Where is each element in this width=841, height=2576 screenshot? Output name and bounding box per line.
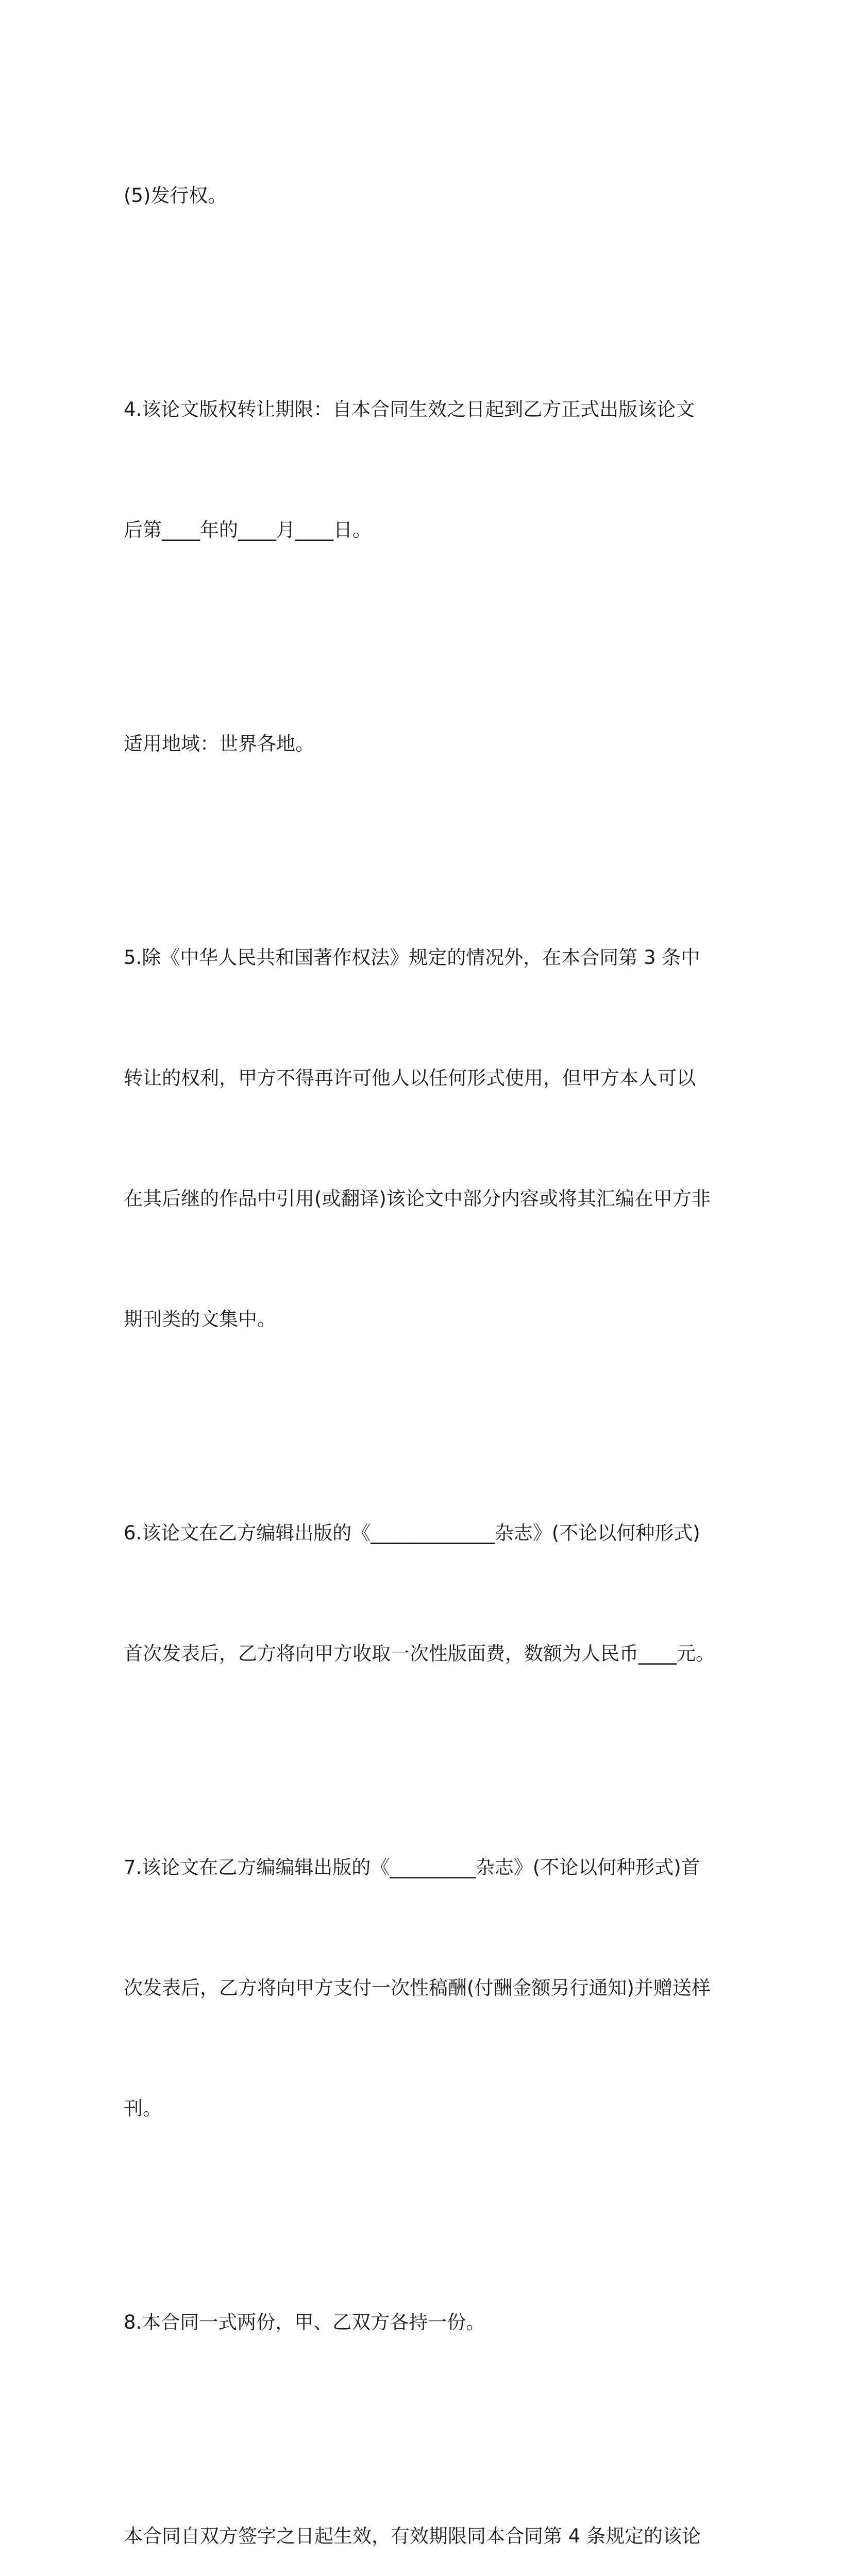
paragraph-distribution-right <box>124 95 721 296</box>
text-line: 适用地域：世界各地。 <box>124 733 314 755</box>
paragraph-clause-5 <box>124 857 721 1420</box>
paragraph-clause-8 <box>124 2222 721 2423</box>
text-line: 7.该论文在乙方编编辑出版的《_________杂志》(不论以何种形式)首 <box>124 1856 700 1878</box>
text-line: 次发表后，乙方将向甲方支付一次性稿酬(付酬金额另行通知)并赠送样 <box>124 1977 711 1999</box>
text-line: 转让的权利，甲方不得再许可他人以任何形式使用，但甲方本人可以 <box>124 1067 696 1089</box>
text-line: 本合同自双方签字之日起生效，有效期限同本合同第 4 条规定的该论 <box>124 2525 701 2547</box>
text-line: (5)发行权。 <box>124 184 227 207</box>
document-page <box>124 95 721 2576</box>
paragraph-effective-date <box>124 2436 721 2576</box>
text-line: 4.该论文版权转让期限：自本合同生效之日起到乙方正式出版该论文 <box>124 398 695 420</box>
paragraph-territory <box>124 643 721 844</box>
paragraph-clause-6 <box>124 1433 721 1754</box>
paragraph-clause-7 <box>124 1767 721 2209</box>
text-line: 8.本合同一式两份，甲、乙双方各持一份。 <box>124 2311 485 2333</box>
text-line: 5.除《中华人民共和国著作权法》规定的情况外，在本合同第 3 条中 <box>124 946 700 969</box>
text-line: 首次发表后，乙方将向甲方收取一次性版面费，数额为人民币____元。 <box>124 1642 715 1665</box>
text-line: 期刊类的文集中。 <box>124 1308 276 1330</box>
paragraph-clause-4-term <box>124 309 721 631</box>
text-line: 在其后继的作品中引用(或翻译)该论文中部分内容或将其汇编在甲方非 <box>124 1188 711 1210</box>
text-line: 刊。 <box>124 2097 162 2120</box>
text-line: 后第____年的____月____日。 <box>124 519 372 541</box>
text-line: 6.该论文在乙方编辑出版的《_____________杂志》(不论以何种形式) <box>124 1522 700 1544</box>
